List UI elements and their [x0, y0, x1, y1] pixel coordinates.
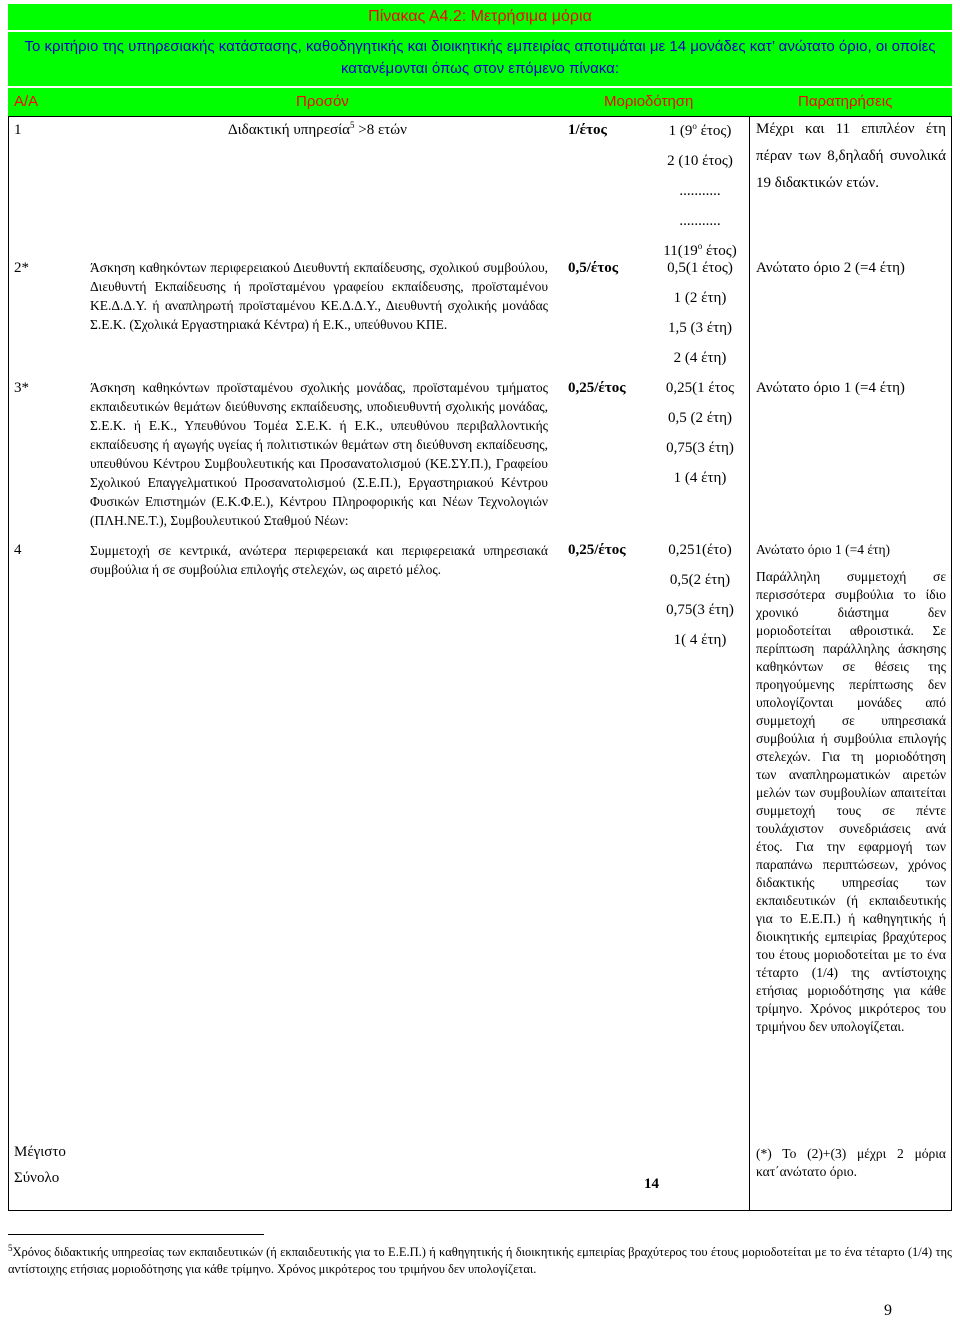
- row-4-note-body: Παράλληλη συμμετοχή σε περισσότερα συμβούλια το ίδιο χρονικό διάστημα δεν μοριοδοτείται αθροιστικά. Σε περίπτωση παράλληλης άσκησης καθηκόντων σε θέσεις της προηγούμενης περίπτωσης δεν υπολογίζονται μονάδες από συμμετοχή σε υπηρεσιακά συμβούλια ή συμβούλια επιλογής στελεχών. Για τη μοριοδότηση των αναπληρωματικών αιρετών μελών των συμβουλίων απαιτείται συμμετοχή τους σε πέντε τουλάχιστον συνεδριάσεις ανά έτος. Για την εφαρμογή των παραπάνω περιπτώσεων, χρόνος διδακτικής υπηρεσίας των εκπαιδευτικών (ή εκπαιδευτικής για το Ε.Ε.Π.) ή καθηγητικής ή διοικητικής εμπειρίας βραχύτερος του έτους μοριοδοτείται με το ένα τέταρτο (1/4) της αντίστοιχης ετήσιας μοριοδότησης για κάθε τρίμηνο. Χρόνος μικρότερος του τριμήνου δεν υπολογίζεται.: [756, 569, 946, 1034]
- row-2-note: Ανώτατο όριο 2 (=4 έτη): [756, 260, 905, 276]
- row-4-note-head: Ανώτατο όριο 1 (=4 έτη): [756, 542, 891, 557]
- score-line: ...........: [679, 213, 721, 229]
- total-label-sum: Σύνολο: [14, 1170, 60, 1186]
- footnote-text: Χρόνος διδακτικής υπηρεσίας των εκπαιδευτικών (ή εκπαιδευτικής για το Ε.Ε.Π.) ή καθηγητικής ή διοικητικής εμπειρίας βραχύτερος του έτους μοριοδοτείται με το ένα τέταρτο (1/4) της αντίστοιχης ετήσιας μοριοδότησης για κάθε τρίμηνο. Χρόνος μικρότερος του τριμήνου δεν υπολογίζεται.: [8, 1245, 952, 1276]
- table-border-right: [951, 116, 952, 1210]
- row-3-note: Ανώτατο όριο 1 (=4 έτη): [756, 380, 905, 396]
- score-line: $11(19^o$ έτος): [663, 241, 737, 259]
- total-label-max: Μέγιστο: [14, 1144, 66, 1160]
- score-line: ...........: [679, 183, 721, 199]
- row-2-number: 2*: [14, 260, 29, 276]
- row-2-rate: 0,5/έτος: [568, 260, 619, 276]
- score-line: 0,5(2 έτη): [669, 572, 731, 588]
- row-4-item: Συμμετοχή σε κεντρικά, ανώτερα περιφερειακά και περιφερειακά υπηρεσιακά συμβούλια ή σε συμβούλια επιλογής στελεχών, ως αιρετό μέλος.: [90, 543, 548, 577]
- header-col-no: Α/Α: [14, 93, 39, 110]
- table-header: [8, 88, 952, 116]
- score-line: 2 (10 έτος): [667, 153, 733, 169]
- table-border-left: [8, 116, 9, 1210]
- total-value: 14: [644, 1176, 659, 1192]
- score-line: 0,75(3 έτη): [666, 440, 734, 456]
- footnote: [8, 1244, 952, 1278]
- total-note: (*) Το (2)+(3) μέχρι 2 μόρια κατ΄ανώτατο όριο.: [756, 1146, 946, 1179]
- row-2-item: Άσκηση καθηκόντων περιφερειακού Διευθυντή εκπαίδευσης, σχολικού συμβούλου, Διευθυντή Εκπαίδευσης ή προϊσταμένου γραφείου εκπαίδευσης, προϊσταμένου ΚΕ.Δ.Δ.Υ. ή αναπληρωτή προϊσταμένου ΚΕ.Δ.Δ.Υ., Διευθυντή σχολικής μονάδας Σ.Ε.Κ. (Σχολικά Εργαστηριακά Κέντρα) ή Ε.Κ., υπεύθυνου ΚΠΕ.: [90, 260, 548, 332]
- score-line: 1 (4 έτη): [673, 470, 727, 486]
- row-1-item: Διδακτική υπηρεσία$^5$ >8 ετών: [228, 120, 407, 138]
- score-line: 1,5 (3 έτη): [668, 320, 732, 336]
- row-1-rate: 1/έτος: [568, 122, 607, 138]
- row-1-note: Μέχρι και 11 επιπλέον έτη πέραν των 8,δηλαδή συνολικά 19 διδακτικών ετών.: [756, 121, 946, 191]
- score-line: 1 ($9^o$ έτος): [668, 121, 732, 139]
- score-line: 0,25(1 έτος: [665, 380, 735, 396]
- row-4-rate: 0,25/έτος: [568, 542, 626, 558]
- row-1-scores: [650, 116, 750, 266]
- header-col-item: Προσόν: [296, 93, 349, 110]
- page-number: 9: [884, 1302, 892, 1319]
- row-3-item: Άσκηση καθηκόντων προϊσταμένου σχολικής μονάδας, προϊσταμένου τμήματος εκπαιδευτικών θεμάτων διεύθυνσης εκπαίδευσης, υποδιευθυντή σχολικής μονάδας, Σ.Ε.Κ. ή Ε.Κ., Υπευθύνου Τομέα Σ.Ε.Κ. ή Ε.Κ., υπευθύνου περιβαλλοντικής εκπαίδευσης ή αγωγής υγείας ή πολιτιστικών θεμάτων στη διεύθυνση εκπαίδευσης, υπευθύνου Κέντρου Συμβουλευτικής και Προσανατολισμού (ΚΕ.ΣΥ.Π.), Γραφείου Σχολικού Επαγγελματικού Προσανατολισμού (Σ.Ε.Π.), Εργαστηριακού Κέντρου Φυσικών Επιστημών (Ε.Κ.Φ.Ε.), Κέντρου Πληροφορικής και Νέων Τεχνολογιών (ΠΛΗ.ΝΕ.Τ.), Συμβουλευτικού Σταθμού Νέων:: [90, 380, 548, 528]
- row-3-rate: 0,25/έτος: [568, 380, 626, 396]
- footnote-separator: [8, 1234, 264, 1235]
- score-line: 1 (2 έτη): [673, 290, 727, 306]
- header-col-score: Μοριοδότηση: [604, 93, 694, 110]
- table-title: Πίνακας Α4.2: Μετρήσιμα μόρια: [8, 4, 952, 30]
- score-line: 0,75(3 έτη): [666, 602, 734, 618]
- footnote-mark: 5: [8, 1242, 13, 1253]
- row-2-scores: [650, 253, 750, 373]
- row-3-number: 3*: [14, 380, 29, 396]
- score-line: 0,5(1 έτος): [667, 260, 733, 276]
- row-4-number: 4: [14, 542, 22, 558]
- score-line: 0,5 (2 έτη): [668, 410, 732, 426]
- score-line: 2 (4 έτη): [673, 350, 727, 366]
- row-4-scores: [650, 535, 750, 655]
- row-3-scores: [650, 373, 750, 493]
- row-1-number: 1: [14, 122, 22, 138]
- score-line: 1( 4 έτη): [673, 632, 727, 648]
- score-line: 0,251(έτο): [668, 542, 732, 558]
- table-bottom-rule: [8, 1210, 952, 1211]
- table-intro: Το κριτήριο της υπηρεσιακής κατάστασης, καθοδηγητικής και διοικητικής εμπειρίας αποτιμάται με 14 μονάδες κατ’ ανώτατο όριο, οι οποίες κατανέμονται όπως στον επόμενο πίνακα:: [8, 32, 952, 86]
- header-col-notes: Παρατηρήσεις: [798, 93, 893, 110]
